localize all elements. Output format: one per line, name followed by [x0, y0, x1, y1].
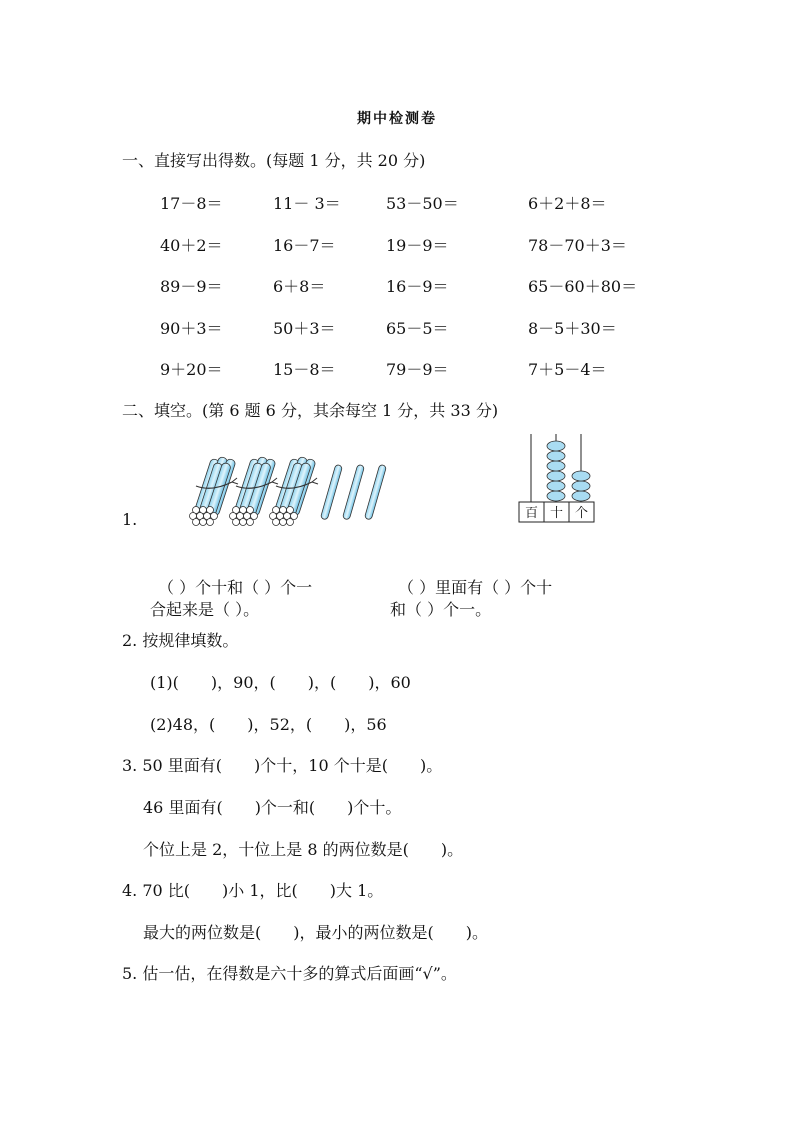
equation: 40＋2＝	[160, 235, 223, 255]
abacus-bead	[547, 461, 565, 471]
equation: 16－7＝	[273, 235, 336, 255]
q5-line1: 5. 估一估，在得数是六十多的算式后面画“√”。	[122, 964, 457, 983]
single-stick	[320, 464, 342, 520]
equation: 19－9＝	[386, 235, 449, 255]
abacus-bead	[547, 451, 565, 461]
abacus-bead	[572, 491, 590, 501]
q3-line1: 3. 50 里面有( )个十，10 个十是( )。	[122, 756, 443, 775]
abacus-bead	[547, 441, 565, 451]
q2-line1: (1)( )，90，( )，( )，60	[150, 673, 411, 692]
abacus-label-tens: 十	[549, 506, 564, 521]
q4-line1: 4. 70 比( )小 1，比( )大 1。	[122, 881, 384, 900]
bundle-of-ten	[270, 456, 319, 525]
abacus-bead	[572, 471, 590, 481]
equation: 6＋2＋8＝	[528, 194, 607, 213]
q1-left-line1: （ ）个十和（ ）个一	[158, 578, 313, 597]
equation: 6＋8＝	[273, 277, 326, 296]
q1-right-line1: （ ）里面有（ ）个十	[398, 578, 553, 597]
equation: 17－8＝	[160, 194, 223, 213]
equation: 9＋20＝	[160, 360, 223, 379]
q2-line2: (2)48，( )，52，( )，56	[150, 715, 387, 734]
equation: 53－50＝	[386, 194, 459, 213]
equation: 11－ 3＝	[273, 194, 341, 213]
single-stick	[364, 464, 386, 520]
section1-heading: 一、直接写出得数。(每题 1 分，共 20 分)	[122, 151, 426, 170]
equation: 65－60＋80＝	[528, 277, 638, 296]
single-stick	[342, 464, 364, 520]
q1-right-line2: 和（ ）个一。	[390, 600, 492, 619]
stick-bundles-figure	[180, 448, 390, 528]
q3-line3: 个位上是 2，十位上是 8 的两位数是( )。	[143, 840, 464, 859]
equation: 15－8＝	[273, 360, 336, 379]
abacus-bead	[547, 481, 565, 491]
abacus-bead	[547, 491, 565, 501]
equation: 7＋5－4＝	[528, 360, 607, 379]
q1-left-line2: 合起来是（ ）。	[150, 600, 260, 619]
abacus-bead	[572, 481, 590, 491]
section2-heading: 二、填空。(第 6 题 6 分，其余每空 1 分，共 33 分)	[122, 401, 499, 420]
q2-title: 2. 按规律填数。	[122, 631, 239, 650]
abacus-label-hundreds: 百	[524, 506, 539, 521]
equation: 79－9＝	[386, 360, 449, 379]
equation: 90＋3＝	[160, 318, 223, 338]
equation: 16－9＝	[386, 277, 449, 296]
q3-line2: 46 里面有( )个一和( )个十。	[143, 798, 402, 817]
question-number: 1.	[122, 510, 138, 529]
equation: 89－9＝	[160, 277, 223, 296]
equation: 8－5＋30＝	[528, 318, 617, 338]
equation: 78－70＋3＝	[528, 235, 627, 255]
abacus-beads-ones	[572, 471, 590, 501]
equation: 65－5＝	[386, 318, 449, 338]
abacus-beads-tens	[547, 441, 565, 501]
abacus-label-ones: 个	[574, 506, 589, 521]
equation: 50＋3＝	[273, 318, 336, 338]
page-title: 期中检测卷	[357, 111, 437, 127]
abacus-figure	[515, 432, 599, 526]
q4-line2: 最大的两位数是( )，最小的两位数是( )。	[143, 923, 488, 942]
abacus-bead	[547, 471, 565, 481]
